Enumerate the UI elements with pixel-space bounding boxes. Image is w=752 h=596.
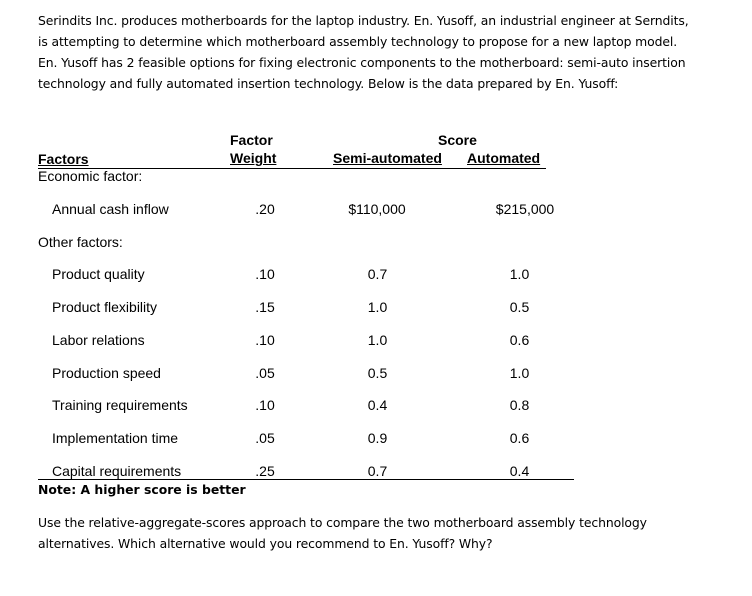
row-weight: .10 <box>255 397 275 413</box>
row-semi-score: 0.9 <box>367 430 388 446</box>
row-auto-score: 0.5 <box>509 299 530 315</box>
row-weight: .10 <box>255 332 275 348</box>
row-semi-score: 0.7 <box>367 463 388 479</box>
row-semi-score: 0.4 <box>367 397 388 413</box>
question-paragraph: Use the relative-aggregate-scores approach to compare the two motherboard assembly technology alternatives. Which alternative would you recommend to En. Yusoff? Why? <box>38 515 647 551</box>
row-auto-score: 0.4 <box>509 463 530 479</box>
row-factor: Implementation time <box>52 430 179 446</box>
row-semi-score: 1.0 <box>367 299 388 315</box>
header-automated: Automated <box>467 150 541 166</box>
row-auto-score: 1.0 <box>509 365 530 381</box>
row-semi-score: 1.0 <box>367 332 388 348</box>
row-semi-score: 0.7 <box>367 266 388 282</box>
problem-intro <box>38 10 698 94</box>
header-weight-line2: Weight <box>230 150 277 166</box>
row-factor: Production speed <box>52 365 161 381</box>
row-auto-score: 0.6 <box>509 332 530 348</box>
note: Note: A higher score is better <box>38 482 246 497</box>
economic-row-semi: $110,000 <box>348 201 406 217</box>
row-auto-score: 1.0 <box>509 266 530 282</box>
table-bottom-rule <box>38 479 574 480</box>
row-factor: Product quality <box>52 266 145 282</box>
question <box>38 512 688 554</box>
intro-paragraph: Serindits Inc. produces motherboards for the laptop industry. En. Yusoff, an industrial engineer at Serndits, is attempting to determine which motherboard assembly technology to propose for a new laptop model. En. Yusoff has 2 feasible options for fixing electronic components to the motherboard: semi-auto insertion technology and fully automated insertion technology. Below is the data prepared by En. Yusoff: <box>38 13 689 91</box>
economic-row-auto: $215,000 <box>495 201 555 217</box>
row-factor: Product flexibility <box>52 299 158 315</box>
row-weight: .05 <box>255 430 275 446</box>
row-factor: Capital requirements <box>52 463 182 479</box>
header-score: Score <box>438 132 477 148</box>
economic-factor-label: Economic factor: <box>38 168 143 184</box>
row-factor: Labor relations <box>52 332 145 348</box>
row-weight: .25 <box>255 463 275 479</box>
row-factor: Training requirements <box>52 397 188 413</box>
row-auto-score: 0.6 <box>509 430 530 446</box>
header-factors: Factors <box>38 151 89 167</box>
row-semi-score: 0.5 <box>367 365 388 381</box>
row-auto-score: 0.8 <box>509 397 530 413</box>
header-factor-line1: Factor <box>230 132 273 148</box>
other-factors-label: Other factors: <box>38 234 123 250</box>
economic-row-factor: Annual cash inflow <box>52 201 169 217</box>
row-weight: .10 <box>255 266 275 282</box>
header-semi-automated: Semi-automated <box>333 150 442 166</box>
economic-row-weight: .20 <box>255 201 275 217</box>
row-weight: .15 <box>255 299 275 315</box>
row-weight: .05 <box>255 365 275 381</box>
